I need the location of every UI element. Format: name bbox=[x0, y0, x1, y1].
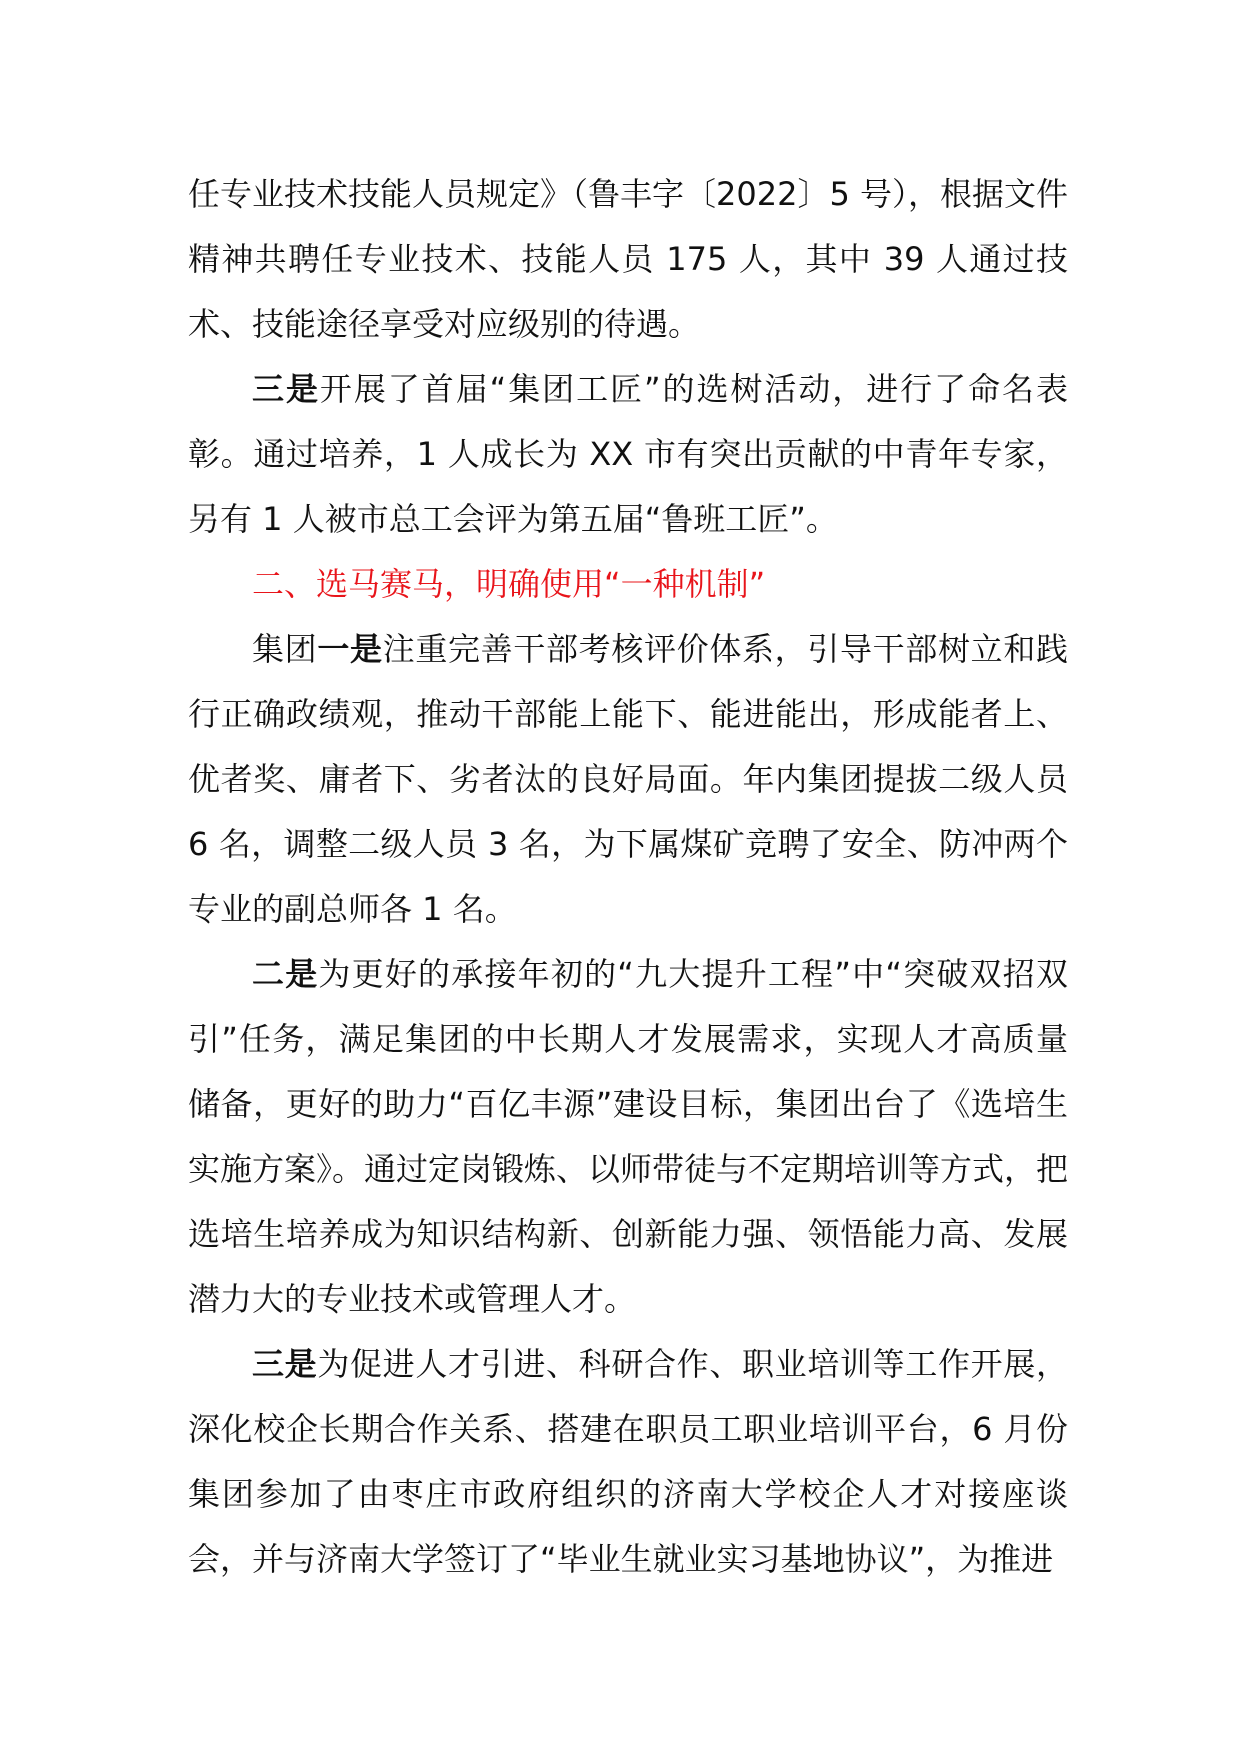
paragraph-second-point-trainees bbox=[188, 942, 1068, 1332]
section-heading bbox=[188, 552, 1068, 617]
lead-label: 一是 bbox=[317, 630, 383, 668]
paragraph-third-point-cooperation bbox=[188, 1332, 1068, 1592]
lead-label: 二是 bbox=[252, 955, 319, 993]
paragraph-text: 注重完善干部考核评价体系，引导干部树立和践行正确政绩观，推动干部能上能下、能进能出，形成能者上、优者奖、庸者下、劣者汰的良好局面。年内集团提拔二级人员 6 名，调整二级人员 3 名，为下属煤矿竞聘了安全、防冲两个专业的副总师各 1 名。 bbox=[188, 630, 1068, 928]
paragraph-text: 开展了首届“集团工匠”的选树活动，进行了命名表彰。通过培养，1 人成长为 XX 市有突出贡献的中青年专家，另有 1 人被市总工会评为第五届“鲁班工匠”。 bbox=[188, 370, 1068, 538]
document-body bbox=[188, 162, 1068, 1592]
lead-label: 三是 bbox=[252, 370, 320, 408]
paragraph-prefix: 集团 bbox=[252, 630, 318, 668]
paragraph-text: 为更好的承接年初的“九大提升工程”中“突破双招双引”任务，满足集团的中长期人才发展需求，实现人才高质量储备，更好的助力“百亿丰源”建设目标，集团出台了《选培生实施方案》。通过定岗锻炼、以师带徒与不定期培训等方式，把选培生培养成为知识结构新、创新能力强、领悟能力高、发展潜力大的专业技术或管理人才。 bbox=[188, 955, 1069, 1318]
lead-label: 三是 bbox=[252, 1345, 318, 1383]
paragraph-first-point-evaluation bbox=[188, 617, 1068, 942]
paragraph-text: 任专业技术技能人员规定》（鲁丰字〔2022〕5 号），根据文件精神共聘任专业技术、技能人员 175 人，其中 39 人通过技术、技能途径享受对应级别的待遇。 bbox=[188, 175, 1068, 343]
paragraph-third-point-craftsman bbox=[188, 357, 1068, 552]
section-heading-text: 二、选马赛马，明确使用“一种机制” bbox=[252, 565, 766, 603]
paragraph-continuation bbox=[188, 162, 1068, 357]
paragraph-text: 为促进人才引进、科研合作、职业培训等工作开展，深化校企长期合作关系、搭建在职员工职业培训平台，6 月份集团参加了由枣庄市政府组织的济南大学校企人才对接座谈会，并与济南大学签订了“毕业生就业实习基地协议”，为推进 bbox=[188, 1345, 1068, 1578]
